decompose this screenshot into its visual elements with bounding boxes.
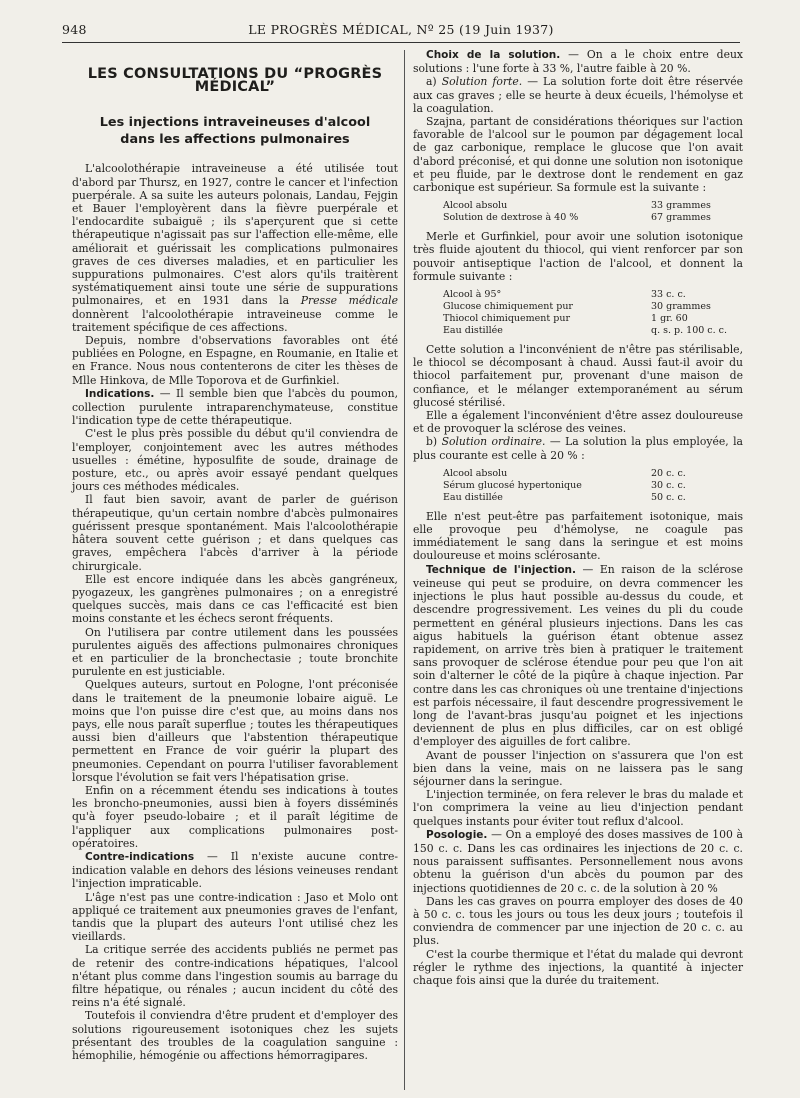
formula-szajna bbox=[443, 200, 711, 224]
solution-ordinaire-label: Solution ordinaire. bbox=[441, 435, 546, 449]
journal-reference: Presse médicale bbox=[300, 294, 398, 308]
paragraph: C'est la courbe thermique et l'état du malade qui devront régler le rythme des injections, la quantité à injecter chaque fois ainsi que la durée du traitement. bbox=[413, 947, 743, 987]
paragraph: Enfin on a récemment étendu ses indications à toutes les broncho-pneumonies, aussi bien à foyers disséminés qu'à foyer pseudo-lobaire ; et il paraît légitime de l'appliquer aux complications pulmonaires post-opératoires. bbox=[72, 783, 398, 850]
paragraph: Merle et Gurfinkiel, pour avoir une solution isotonique très fluide ajoutent du thiocol, qui vient renforcer par son pouvoir antiseptique l'action de l'alcool, et donnent la formule suivante : bbox=[413, 230, 743, 283]
page-number: 948 bbox=[62, 22, 87, 37]
paragraph: Toutefois il conviendra d'être prudent et d'employer des solutions rigoureusement isotoniques chez les sujets présentant des troubles de la coagulation sanguine : hémophilie, hémogénie ou affections hémorragipares. bbox=[72, 1009, 398, 1063]
technique-heading: Technique de l'injection. bbox=[426, 563, 577, 576]
indications-heading: Indications. bbox=[85, 387, 155, 400]
posologie-heading: Posologie. bbox=[426, 828, 488, 841]
paragraph: Depuis, nombre d'observations favorables ont été publiées en Pologne, en Espagne, en Roumanie, en Italie et en France. Nous nous contenterons de citer les thèses de Mlle Hinkova, de Mlle Toporova et de Gurfinkiel. bbox=[72, 334, 398, 387]
paragraph: L'alcoolothérapie intraveineuse a été utilisée tout d'abord par Thursz, en 1927, contre le cancer et l'infection puerpérale. A sa suite les auteurs polonais, Landau, Fejgin et Bauer l'employèrent dans la fièvre puerpérale et l'endocardite subaiguë ; ils s'aperçurent que si cette thérapeutique n'agissait pas sur l'affection elle-même, elle améliorait et guérissait les complications pulmonaires graves de ces diverses maladies, et en particulier les suppurations pulmonaires. C'est alors qu'ils traitèrent systématiquement ainsi toute une série de suppurations pulmonaires, et en 1931 dans la Presse médicale donnèrent l'alcoolothérapie intraveineuse comme le traitement spécifique de ces affections. bbox=[72, 162, 398, 334]
paragraph: On l'utilisera par contre utilement dans les poussées purulentes aiguës des affections pulmonaires chroniques et en particulier de la bronchectasie ; toute bronchite purulente en est justiciable. bbox=[72, 625, 398, 679]
contre-indications-heading: Contre-indications bbox=[85, 850, 195, 863]
indications-paragraph: Indications. — Il semble bien que l'abcès du poumon, collection purulente intraparenchymateuse, constitue l'indication type de cette thérapeutique. bbox=[72, 386, 399, 428]
solution-ordinaire-paragraph: b) Solution ordinaire. — La solution la plus employée, la plus courante est celle à 20 % : bbox=[413, 435, 743, 462]
paragraph: Elle est encore indiquée dans les abcès gangréneux, pyogazeux, les gangrènes pulmonaires ; on a enregistré quelques succès, mais dans ce cas l'efficacité est bien moins constante et les échecs seront fréquents. bbox=[72, 572, 398, 626]
paragraph: C'est le plus près possible du début qu'il conviendra de l'employer, conjointement avec les autres méthodes usuelles : émétine, hyposulfite de soude, drainage de posture, etc., ou après avoir essayé pendant quelques jours ces méthodes médicales. bbox=[72, 427, 398, 494]
formula-row: Sérum glucosé hypertonique 30 c. c. bbox=[443, 479, 686, 491]
running-head bbox=[62, 22, 740, 40]
paragraph: Cette solution a l'inconvénient de n'être pas stérilisable, le thiocol se décomposant à chaud. Aussi faut-il avoir du thiocol parfaitement pur, provenant d'une maison de confiance, et le mélanger extemporanément au sérum glucosé stérilisé. bbox=[413, 343, 743, 409]
paragraph: L'injection terminée, on fera relever le bras du malade et l'on comprimera la veine au lieu d'injection pendant quelques instants pour éviter tout reflux d'alcool. bbox=[413, 788, 743, 828]
formula-row: Solution de dextrose à 40 % 67 grammes bbox=[443, 212, 711, 224]
formula-row: Alcool à 95° 33 c. c. bbox=[443, 289, 686, 301]
choix-heading: Choix de la solution. bbox=[426, 49, 561, 61]
formula-row: Thiocol chimiquement pur 1 gr. 60 bbox=[443, 313, 688, 325]
right-column bbox=[413, 48, 743, 987]
solution-forte-label: Solution forte. bbox=[441, 75, 523, 89]
section-heading: LES CONSULTATIONS DU “PROGRÈS MÉDICAL” bbox=[87, 66, 383, 96]
formula-row: Alcool absolu 33 grammes bbox=[443, 200, 711, 212]
solution-forte-paragraph: a) Solution forte. — La solution forte doit être réservée aux cas graves ; elle se heurte à deux écueils, l'hémolyse et la coagulation. bbox=[413, 75, 743, 115]
paragraph: Avant de pousser l'injection on s'assurera que l'on est bien dans la veine, mais on ne laissera pas le sang séjourner dans la seringue. bbox=[413, 748, 743, 788]
paragraph: Szajna, partant de considérations théoriques sur l'action favorable de l'alcool sur le poumon par dégagement local de gaz carbonique, remplace le glucose que l'on avait d'abord préconisé, et qui donne une solution non isotonique et peu fluide, par le dextrose dont le rendement en gaz carbonique est supérieur. Sa formule est la suivante : bbox=[413, 115, 743, 195]
paragraph: Il faut bien savoir, avant de parler de guérison thérapeutique, qu'un certain nombre d'abcès pulmonaires guérissent presque spontanément. Mais l'alcoolothérapie hâtera souvent cette guérison ; et dans quelques cas graves, empêchera l'abcès d'arriver à la période chirurgicale. bbox=[72, 493, 398, 573]
article-title bbox=[72, 114, 398, 148]
paragraph: L'âge n'est pas une contre-indication : Jaso et Molo ont appliqué ce traitement aux pneumonies graves de l'enfant, tandis que la plupart des auteurs l'ont utilisé chez les vieillards. bbox=[72, 890, 398, 944]
header-rule bbox=[62, 42, 740, 43]
formula-merle bbox=[443, 289, 727, 337]
column-divider bbox=[404, 50, 405, 1090]
article-title-line2: dans les affections pulmonaires bbox=[120, 132, 350, 148]
formula-row: Glucose chimiquement pur 30 grammes bbox=[443, 301, 711, 313]
paragraph: Elle n'est peut-être pas parfaitement isotonique, mais elle provoque peu d'hémolyse, ne coagule pas immédiatement le sang dans la seringue et est moins douloureuse et moins sclérosante. bbox=[413, 509, 743, 563]
formula-row: Eau distillée q. s. p. 100 c. c. bbox=[443, 325, 728, 337]
formula-row: Eau distillée 50 c. c. bbox=[443, 491, 686, 503]
formula-row: Alcool absolu 20 c. c. bbox=[443, 467, 686, 479]
article-title-line1: Les injections intraveineuses d'alcool bbox=[99, 115, 371, 131]
paragraph: Quelques auteurs, surtout en Pologne, l'ont préconisée dans le traitement de la pneumonie lobaire aiguë. Le moins que l'on puisse dire c'est que, au moins dans nos pays, elle nous paraît superflue ; toutes les thérapeutiques aussi bien d'ailleurs que l'abstention thérapeutique permettent en France de voir guérir la plupart des pneumonies. Cependant on pourra l'utiliser favorablement lorsque l'évolution se fait vers l'hépatisation grise. bbox=[72, 678, 398, 784]
formula-ordinaire bbox=[443, 468, 686, 504]
choix-paragraph: Choix de la solution. — On a le choix entre deux solutions : l'une forte à 33 %, l'autre faible à 20 %. bbox=[413, 48, 743, 76]
journal-title: LE PROGRÈS MÉDICAL, Nº 25 (19 Juin 1937) bbox=[248, 22, 554, 37]
paragraph: Elle a également l'inconvénient d'être assez douloureuse et de provoquer la sclérose des veines. bbox=[413, 409, 743, 436]
posologie-paragraph: Posologie. — On a employé des doses massives de 100 à 150 c. c. Dans les cas ordinaires les injections de 20 c. c. nous paraissent suffisantes. Personnellement nous avons obtenu la guérison d'un abcès du poumon par des injections quotidiennes de 20 c. c. de la solution à 20 % bbox=[413, 827, 743, 895]
contre-indications-paragraph: Contre-indications — Il n'existe aucune contre-indication valable en dehors des lésions veineuses rendant l'injection impraticable. bbox=[72, 849, 398, 891]
left-column bbox=[72, 48, 398, 1062]
paragraph: Dans les cas graves on pourra employer des doses de 40 à 50 c. c. tous les jours ou tous les deux jours ; toutefois il conviendra de commencer par une injection de 20 c. c. au plus. bbox=[413, 894, 743, 948]
technique-paragraph: Technique de l'injection. — En raison de la sclérose veineuse qui peut se produire, on devra commencer les injections le plus haut possible au-dessus du coude, et descendre progressivement. Les veines du pli du coude permettent en général plusieurs injections. Dans les cas aigus habituels la guérison étant obtenue assez rapidement, on arrive très bien à pratiquer le traitement sans provoquer de sclérose étendue pour peu que l'on ait soin d'alterner le côté de la piqûre à chaque injection. Par contre dans les cas chroniques où une trentaine d'injections est parfois nécessaire, il faut descendre progressivement le long de l'avant-bras jusqu'au poignet et les injections deviennent de plus en plus difficiles, car on est obligé d'employer des aiguilles de fort calibre. bbox=[413, 562, 743, 749]
paragraph: La critique serrée des accidents publiés ne permet pas de retenir des contre-indications hépatiques, l'alcool n'étant plus comme dans l'ingestion soumis au barrage du filtre hépatique, ou rénales ; aucun incident du côté des reins n'a été signalé. bbox=[72, 943, 398, 1010]
